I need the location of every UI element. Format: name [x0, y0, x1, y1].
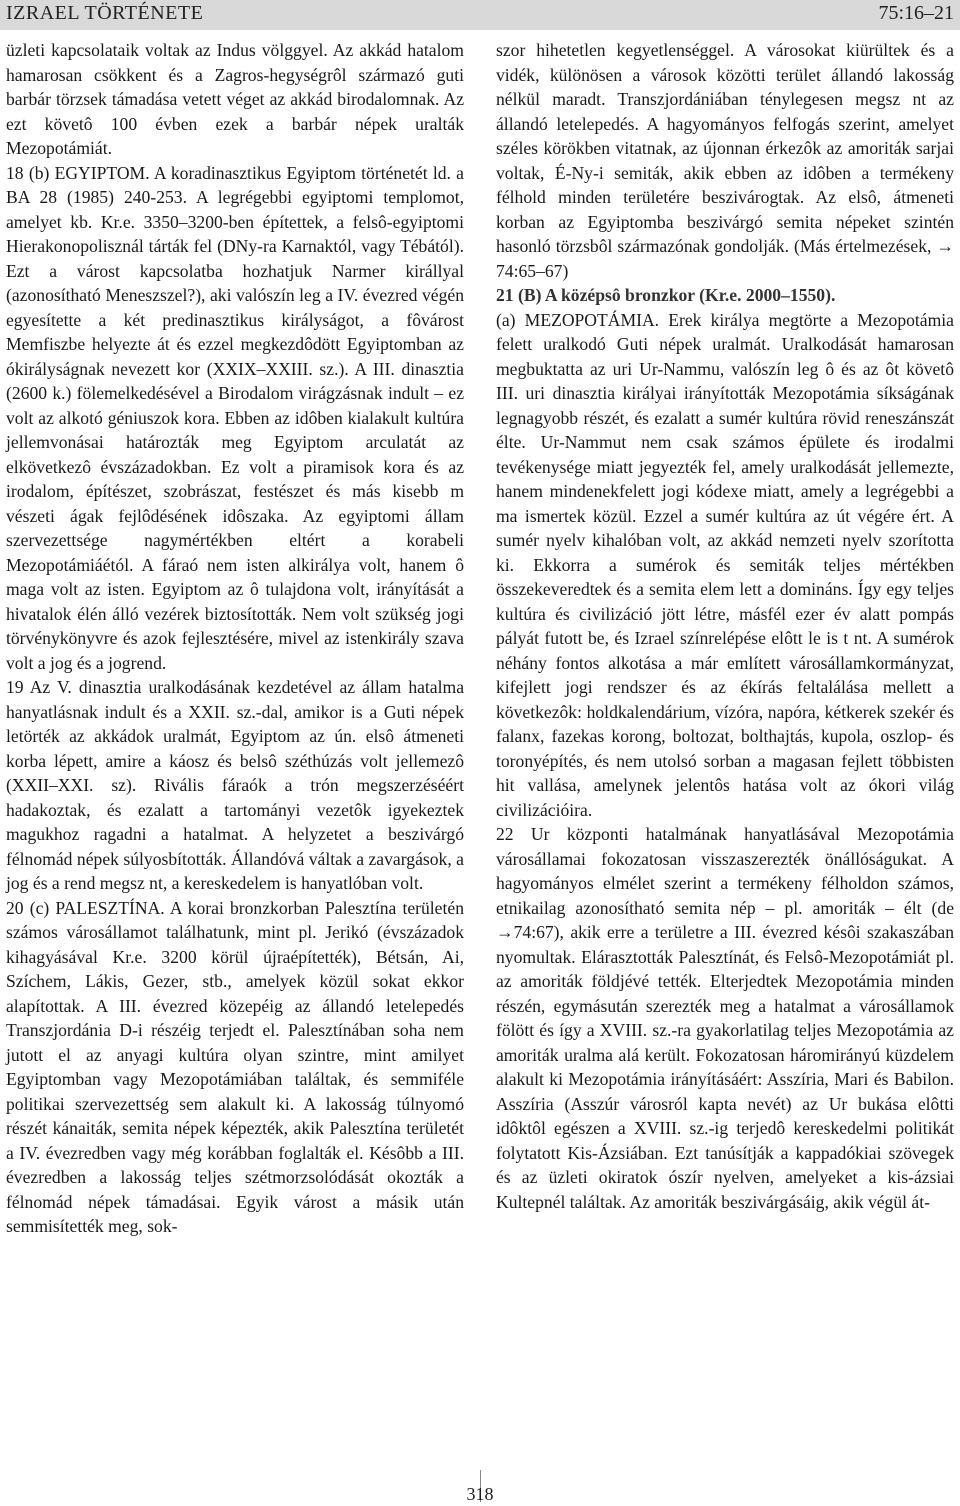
- paragraph: 19 Az V. dinasztia uralkodásának kezdetével az állam hatalma hanyatlásnak indult és a XXII. sz.-dal, amikor is a Guti népek letörték az akkádok uralmát, Egyiptom az ún. elsô átmeneti korba lépett, amire a káosz és belsô széthúzás volt jellemezô (XXII–XXI. sz). Rivális fáraók a trón megszerzéséért hadakoztak, és ezalatt a tartományi vezetôk igyekeztek magukhoz ragadni a hatalmat. A helyzetet a beszivárgó félnomád népek súlyosbították. Állandóvá váltak a zavargások, a jog és a rend megsz nt, a kereskedelem is hanyatlóban volt.: [6, 677, 464, 893]
- page-number: 318: [466, 1484, 494, 1504]
- running-header: [0, 0, 960, 30]
- paragraph: 22 Ur központi hatalmának hanyatlásával Mezopotámia városállamai fokozatosan visszaszerezték önállóságukat. A hagyományos elmélet szerint a termékeny félholdon számos, etnikailag azonosítható semita nép – pl. amoriták – élt (de →74:67), akik erre a területre a III. évezred késôi szakaszában nyomultak. Elárasztották Palesztínát, és Felsô-Mezopotámiát pl. az amoriták földjévé tették. Elterjedtek Mezopotámia minden részén, egymásután szerezték meg a hatalmat a városállamok fölött és így a XVIII. sz.-ra gyakorlatilag teljes Mezopotámia az amoriták uralma alá került. Fokozatosan háromirányú küzdelem alakult ki Mezopotámia irányításáért: Asszíria, Mari és Babilon. Asszíria (Asszúr városról kapta nevét) az Ur bukása elôtti idôktôl egészen a XVIII. sz.-ig terjedô kereskedelmi politikát folytatott Kis-Ázsiában. Ezt tanúsítják a kappadókiai szövegek és az üzleti okiratok ószír nyelven, amelyeket a kis-ázsiai Kultepnél találtak. Az amoriták beszivárgásáig, akik végül át-: [496, 824, 954, 1212]
- right-column: [496, 38, 954, 1214]
- paragraph: szor hihetetlen kegyetlenséggel. A városokat kiürültek és a vidék, különösen a városok közötti terület állandó lakosság nélkül maradt. Transzjordániában ténylegesen megsz nt az állandó letelepedés. A hagyományos felfogás szerint, amelyet széles körökben vitatnak, az újonnan érkezôk az amoriták sarjai voltak, É-Ny-i semiták, akik ebben az idôben a termékeny félhold minden területére beszivárogtak. Az elsô, átmeneti korban az Egyiptomba beszivárgó semita népeket szintén hasonló törzsbôl származónak gondolják. (Más értelmezések, → 74:65–67): [496, 40, 954, 281]
- paragraph: 20 (c) PALESZTÍNA. A korai bronzkorban Palesztína területén számos városállamot találhatunk, mint pl. Jerikó (évszázadok kihagyásával Kr.e. 3200 körül újraépítették), Bétsán, Ai, Szíchem, Lákis, Gezer, stb., amelyek közül sokat ekkor alapítottak. A III. évezred közepéig az állandó letelepedés Transzjordánia D-i részéig terjedt el. Palesztínában soha nem jutott el az anyagi kultúra olyan szintre, mint amilyet Egyiptomban vagy Mezopotámiában találtak, és semmiféle politikai szervezettség sem alakult ki. A lakosság túlnyomó részét kánaiták, semita népek képezték, akik Palesztína területét a IV. évezredben vagy még korábban foglalták el. Késôbb a III. évezredben a lakosság teljes szétmorzsolódását okozták a félnomád népek támadásai. Egyik várost a másik után semmisítették meg, sok-: [6, 897, 464, 1236]
- section-heading: 21 (B) A középsô bronzkor (Kr.e. 2000–1550).: [496, 285, 836, 305]
- left-column: [6, 38, 464, 1239]
- running-title: IZRAEL TÖRTÉNETE: [6, 2, 204, 24]
- chapter-reference: 75:16–21: [878, 2, 954, 24]
- paragraph: 18 (b) EGYIPTOM. A koradinasztikus Egyiptom történetét ld. a BA 28 (1985) 240-253. A legrégebbi egyiptomi templomot, amelyet kb. Kr.e. 3350–3200-ben építettek, a felsô-egyiptomi Hierakonopolisznál tárták fel (DNy-ra Karnaktól, vagy Tébától). Ezt a várost kapcsolatba hozhatjuk Narmer királlyal (azonosítható Meneszszel?), aki valószín leg a IV. évezred végén egyesítette a két predinasztikus királyságot, a fôvárost Memfiszbe helyezte át és ezzel megkezdôdött Egyiptomban az ókirályságnak nevezett kor (XXIX–XXIII. sz.). A III. dinasztia (2600 k.) fölemelkedésével a Birodalom virágzásnak indult – ez volt az alkotó géniuszok kora. Ebben az idôben kialakult kultúra jellemvonásai határozták meg Egyiptom arculatát az elkövetkezô évszázadokban. Ez volt a piramisok kora és az irodalom, építészet, szobrászat, festészet és más kisebb m vészeti ágak fejlôdésének idôszaka. Az egyiptomi állam szervezettsége nagymértékben eltért a korabeli Mezopotámiáétól. A fáraó nem isten alkirálya volt, hanem ô maga volt az isten. Egyiptom az ô tulajdona volt, irányítását a hivatalok élén álló vezérek biztosították. Nem volt szükség jogi törvénykönyvre és azok fejlesztésére, mivel az istenkirály szava volt a jog és a jogrend.: [6, 162, 464, 673]
- paragraph: üzleti kapcsolataik voltak az Indus völggyel. Az akkád hatalom hamarosan csökkent és a Zagros-hegységrôl származó guti barbár törzsek támadása vetett véget az akkád birodalomnak. Az ezt követô 100 évben ezek a barbár népek uralták Mezopotámiát.: [6, 40, 464, 158]
- paragraph: (a) MEZOPOTÁMIA. Erek királya megtörte a Mezopotámia felett uralkodó Guti népek uralmát. Uralkodását hamarosan megbuktatta az uri Ur-Nammu, valószín leg ô és az ôt követô III. uri dinasztia királyai irányították Mezopotámia síkságának legnagyobb részét, és ezalatt a sumér kultúra rövid reneszánszát élte. Ur-Nammut nem csak számos épülete és irodalmi tevékenysége miatt jegyezték fel, amely uralkodását jellemezte, hanem mindenekfelett jogi kódexe miatt, amely a legrégebbi a ma ismertek közül. Ezzel a sumér kultúra az út végére ért. A sumér nyelv kihalóban volt, az akkád nemzeti nyelv szorította ki. Ekkorra a sumérok és semiták teljes mértékben összekeveredtek és a semita elem lett a domináns. Így egy teljes kultúra és civilizáció jött létre, másfél ezer év alatt pompás pályát futott be, és Izrael színrelépése elôtt le is t nt. A sumérok néhány fontos alkotása a már említett városállamkormányzat, kifejlett jogi rendszer és az ékírás feltalálása mellett a következôk: holdkalendárium, vízóra, napóra, kétkerek szekér és falanx, fazekas korong, boltozat, bolthajtás, kupola, oszlop- és toronyépítés, és nem utolsó sorban a magasan fejlett többisten hit vallása, amelynek jelentôs hatása volt az ókori világ civilizációira.: [496, 309, 954, 820]
